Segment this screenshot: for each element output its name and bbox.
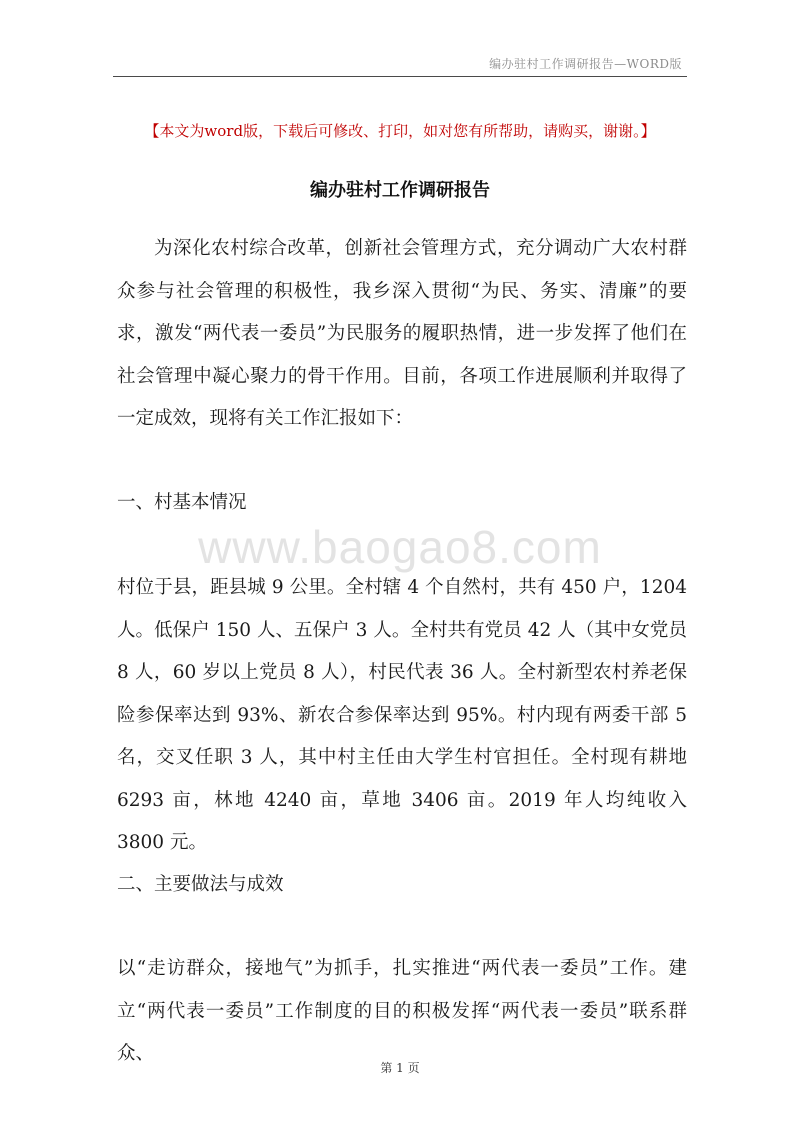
section-2-paragraph: 以“走访群众，接地气”为抓手，扎实推进“两代表一委员”工作。建立“两代表一委员”工作制度的目的积极发挥“两代表一委员”联系群众、 bbox=[117, 958, 687, 1064]
section-1-paragraph: 村位于县，距县城 9 公里。全村辖 4 个自然村，共有 450 户，1204 人。低保户 150 人、五保户 3 人。全村共有党员 42 人（其中女党员 8 人，60 岁以上党员 8 人），村民代表 36 人。全村新型农村养老保险参保率达到 93%、新农合参保率达到 95%。村内现有两委干部 5 名，交叉任职 3 人，其中村主任由大学生村官担任。全村现有耕地 6293 亩，林地 4240 亩，草地 3406 亩。2019 年人均纯收入 3800 元。 bbox=[117, 577, 687, 853]
intro-paragraph: 为深化农村综合改革，创新社会管理方式，充分调动广大农村群众参与社会管理的积极性，我乡深入贯彻“为民、务实、清廉”的要求，激发“两代表一委员”为民服务的履职热情，进一步发挥了他们在社会管理中凝心聚力的骨干作用。目前，各项工作进展顺利并取得了一定成效，现将有关工作汇报如下： bbox=[117, 238, 687, 429]
section-2-heading: 二、主要做法与成效 bbox=[117, 874, 284, 895]
header-divider bbox=[113, 76, 687, 77]
section-1-heading: 一、村基本情况 bbox=[117, 492, 247, 513]
purchase-notice: 【本文为word版，下载后可修改、打印，如对您有所帮助，请购买，谢谢。】 bbox=[144, 122, 656, 140]
page-number: 第 1 页 bbox=[380, 1061, 420, 1075]
site-watermark: www.baogao8.com bbox=[198, 521, 602, 573]
document-title: 编办驻村工作调研报告 bbox=[310, 180, 490, 201]
running-header: 编办驻村工作调研报告—WORD版 bbox=[489, 57, 682, 71]
